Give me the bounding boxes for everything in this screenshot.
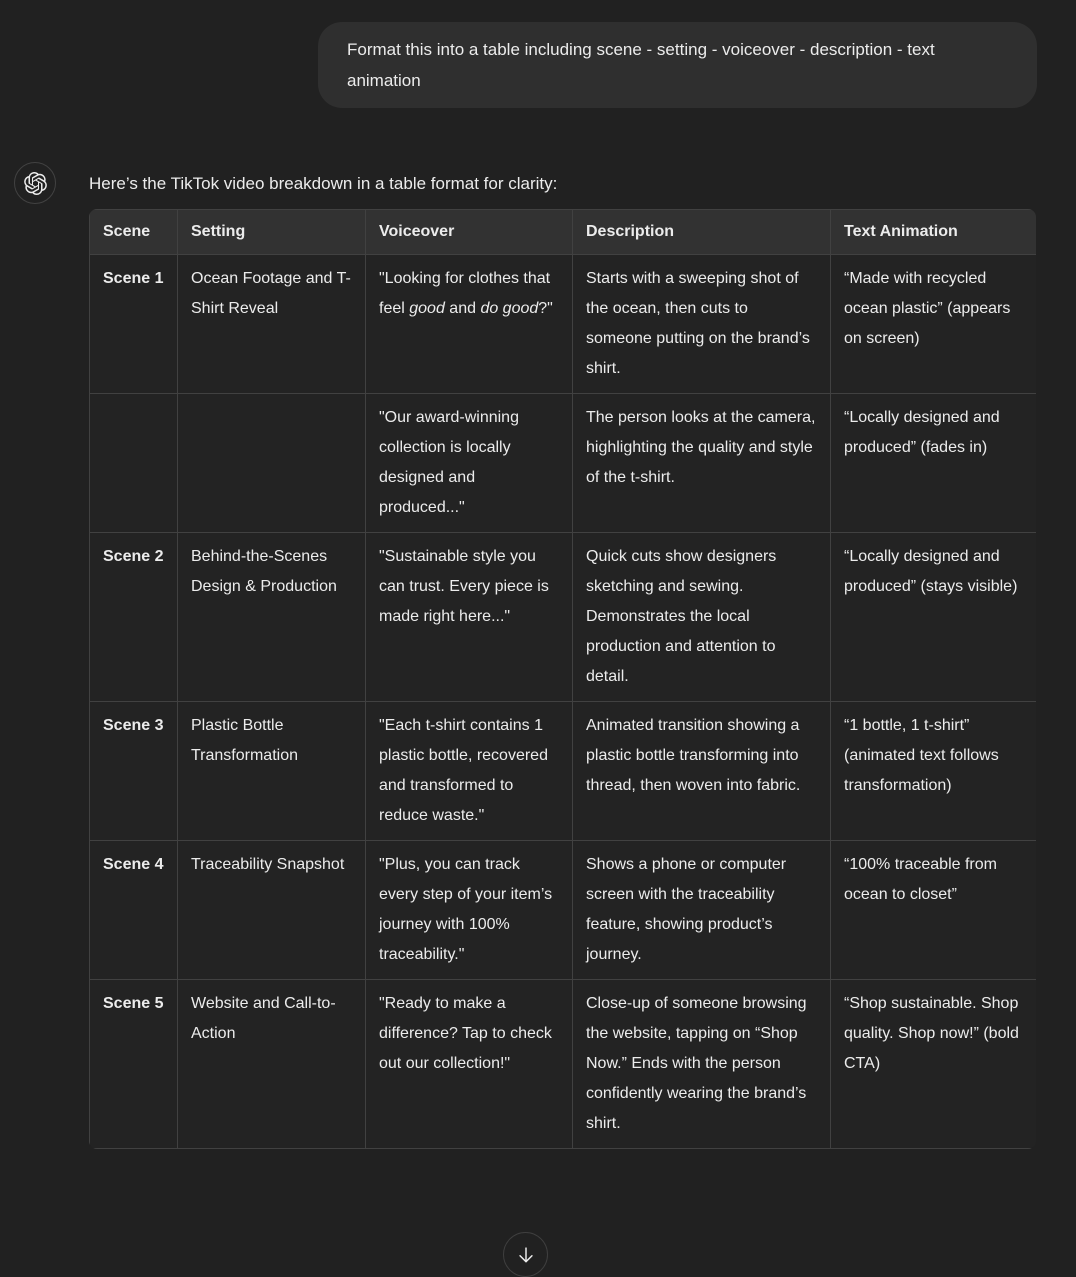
openai-logo-icon bbox=[24, 172, 47, 195]
scroll-to-bottom-button[interactable] bbox=[503, 1232, 548, 1277]
cell-scene: Scene 1 bbox=[90, 255, 178, 394]
cell-voiceover: "Our award-winning collection is locally designed and produced..." bbox=[366, 394, 573, 533]
cell-text-animation: “100% traceable from ocean to closet” bbox=[831, 841, 1037, 980]
table-row bbox=[90, 255, 1037, 394]
table-row bbox=[90, 841, 1037, 980]
cell-voiceover: "Plus, you can track every step of your item’s journey with 100% traceability." bbox=[366, 841, 573, 980]
table-row bbox=[90, 702, 1037, 841]
cell-text-animation: “Shop sustainable. Shop quality. Shop now!” (bold CTA) bbox=[831, 980, 1037, 1149]
cell-scene: Scene 5 bbox=[90, 980, 178, 1149]
scene-breakdown-table bbox=[89, 209, 1036, 1149]
cell-text-animation: “Locally designed and produced” (stays visible) bbox=[831, 533, 1037, 702]
cell-voiceover: "Ready to make a difference? Tap to check out our collection!" bbox=[366, 980, 573, 1149]
cell-description: Quick cuts show designers sketching and sewing. Demonstrates the local production and attention to detail. bbox=[573, 533, 831, 702]
user-message-bubble bbox=[318, 22, 1037, 108]
cell-description: Starts with a sweeping shot of the ocean, then cuts to someone putting on the brand’s shirt. bbox=[573, 255, 831, 394]
cell-setting: Plastic Bottle Transformation bbox=[178, 702, 366, 841]
cell-text-animation: “Locally designed and produced” (fades in) bbox=[831, 394, 1037, 533]
assistant-avatar bbox=[14, 162, 56, 204]
column-header: Text Animation bbox=[831, 210, 1037, 255]
column-header: Scene bbox=[90, 210, 178, 255]
table-row bbox=[90, 980, 1037, 1149]
column-header: Voiceover bbox=[366, 210, 573, 255]
cell-scene: Scene 2 bbox=[90, 533, 178, 702]
column-header: Description bbox=[573, 210, 831, 255]
cell-description: Shows a phone or computer screen with the traceability feature, showing product’s journey. bbox=[573, 841, 831, 980]
table-row bbox=[90, 394, 1037, 533]
cell-voiceover: "Sustainable style you can trust. Every piece is made right here..." bbox=[366, 533, 573, 702]
assistant-intro-text: Here’s the TikTok video breakdown in a table format for clarity: bbox=[89, 174, 558, 193]
cell-text-animation: “Made with recycled ocean plastic” (appears on screen) bbox=[831, 255, 1037, 394]
table-header-row bbox=[90, 210, 1037, 255]
cell-description: Close-up of someone browsing the website, tapping on “Shop Now.” Ends with the person confidently wearing the brand’s shirt. bbox=[573, 980, 831, 1149]
table-row bbox=[90, 533, 1037, 702]
cell-voiceover: "Looking for clothes that feel good and do good?" bbox=[366, 255, 573, 394]
cell-setting: Behind-the-Scenes Design & Production bbox=[178, 533, 366, 702]
arrow-down-icon bbox=[515, 1244, 537, 1266]
cell-setting: Ocean Footage and T-Shirt Reveal bbox=[178, 255, 366, 394]
cell-setting: Traceability Snapshot bbox=[178, 841, 366, 980]
cell-voiceover: "Each t-shirt contains 1 plastic bottle, recovered and transformed to reduce waste." bbox=[366, 702, 573, 841]
cell-text-animation: “1 bottle, 1 t-shirt” (animated text follows transformation) bbox=[831, 702, 1037, 841]
user-message-text: Format this into a table including scene - setting - voiceover - description - text animation bbox=[347, 40, 935, 90]
cell-setting: Website and Call-to-Action bbox=[178, 980, 366, 1149]
table-body bbox=[90, 255, 1037, 1149]
cell-scene: Scene 3 bbox=[90, 702, 178, 841]
column-header: Setting bbox=[178, 210, 366, 255]
assistant-message-content bbox=[89, 162, 1036, 1149]
user-message-row bbox=[0, 0, 1076, 108]
cell-description: The person looks at the camera, highlighting the quality and style of the t-shirt. bbox=[573, 394, 831, 533]
cell-setting bbox=[178, 394, 366, 533]
cell-scene bbox=[90, 394, 178, 533]
assistant-message-row bbox=[0, 162, 1076, 1149]
cell-description: Animated transition showing a plastic bottle transforming into thread, then woven into fabric. bbox=[573, 702, 831, 841]
cell-scene: Scene 4 bbox=[90, 841, 178, 980]
scene-breakdown-table-wrapper bbox=[89, 209, 1036, 1149]
